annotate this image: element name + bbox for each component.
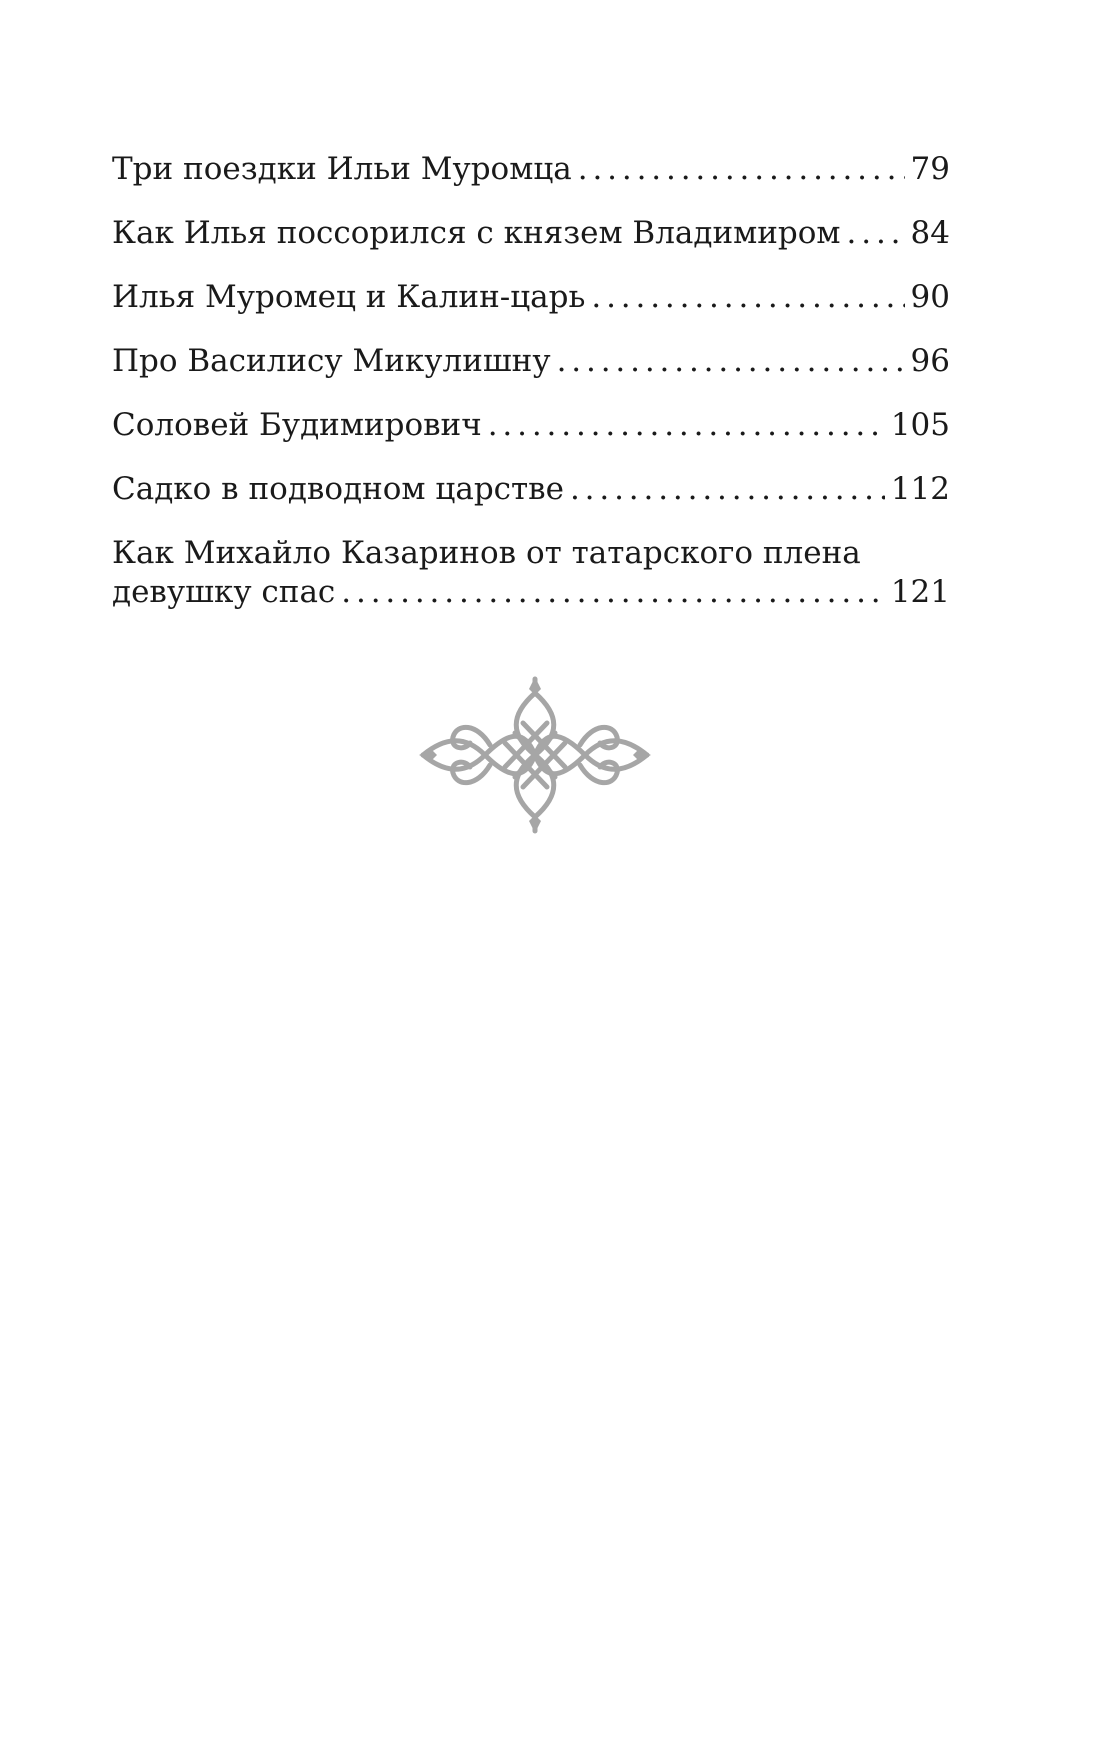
table-of-contents	[112, 150, 950, 637]
celtic-knot-ornament-icon	[415, 675, 655, 835]
toc-entry-title-line2: девушку спас	[112, 574, 336, 610]
dot-leader	[591, 278, 904, 317]
toc-entry-title: Три поездки Ильи Муромца	[112, 151, 572, 187]
toc-entry[interactable]	[112, 342, 950, 381]
toc-entry[interactable]	[112, 214, 950, 253]
toc-entry[interactable]	[112, 150, 950, 189]
toc-entry-title: Как Илья поссорился с князем Владимиром	[112, 215, 841, 251]
toc-entry-page: 121	[890, 574, 950, 610]
toc-entry-page: 79	[910, 151, 950, 187]
dot-leader	[488, 406, 885, 445]
toc-entry-page: 84	[910, 215, 950, 251]
toc-entry-title: Садко в подводном царстве	[112, 471, 564, 507]
dot-leader	[557, 342, 905, 381]
toc-entry-title: Про Василису Микулишну	[112, 343, 551, 379]
toc-entry[interactable]	[112, 534, 950, 612]
toc-entry-page: 96	[910, 343, 950, 379]
toc-entry-title: Илья Муромец и Калин-царь	[112, 279, 586, 315]
toc-entry[interactable]	[112, 470, 950, 509]
toc-entry-page: 90	[910, 279, 950, 315]
dot-leader	[578, 150, 905, 189]
dot-leader	[847, 214, 905, 253]
toc-entry[interactable]	[112, 278, 950, 317]
toc-entry-title: Соловей Будимирович	[112, 407, 482, 443]
toc-entry[interactable]	[112, 406, 950, 445]
toc-entry-page: 112	[890, 471, 950, 507]
dot-leader	[570, 470, 885, 509]
toc-entry-title-line1: Как Михайло Казаринов от татарского плена	[112, 535, 861, 571]
dot-leader	[341, 573, 885, 612]
toc-entry-page: 105	[890, 407, 950, 443]
